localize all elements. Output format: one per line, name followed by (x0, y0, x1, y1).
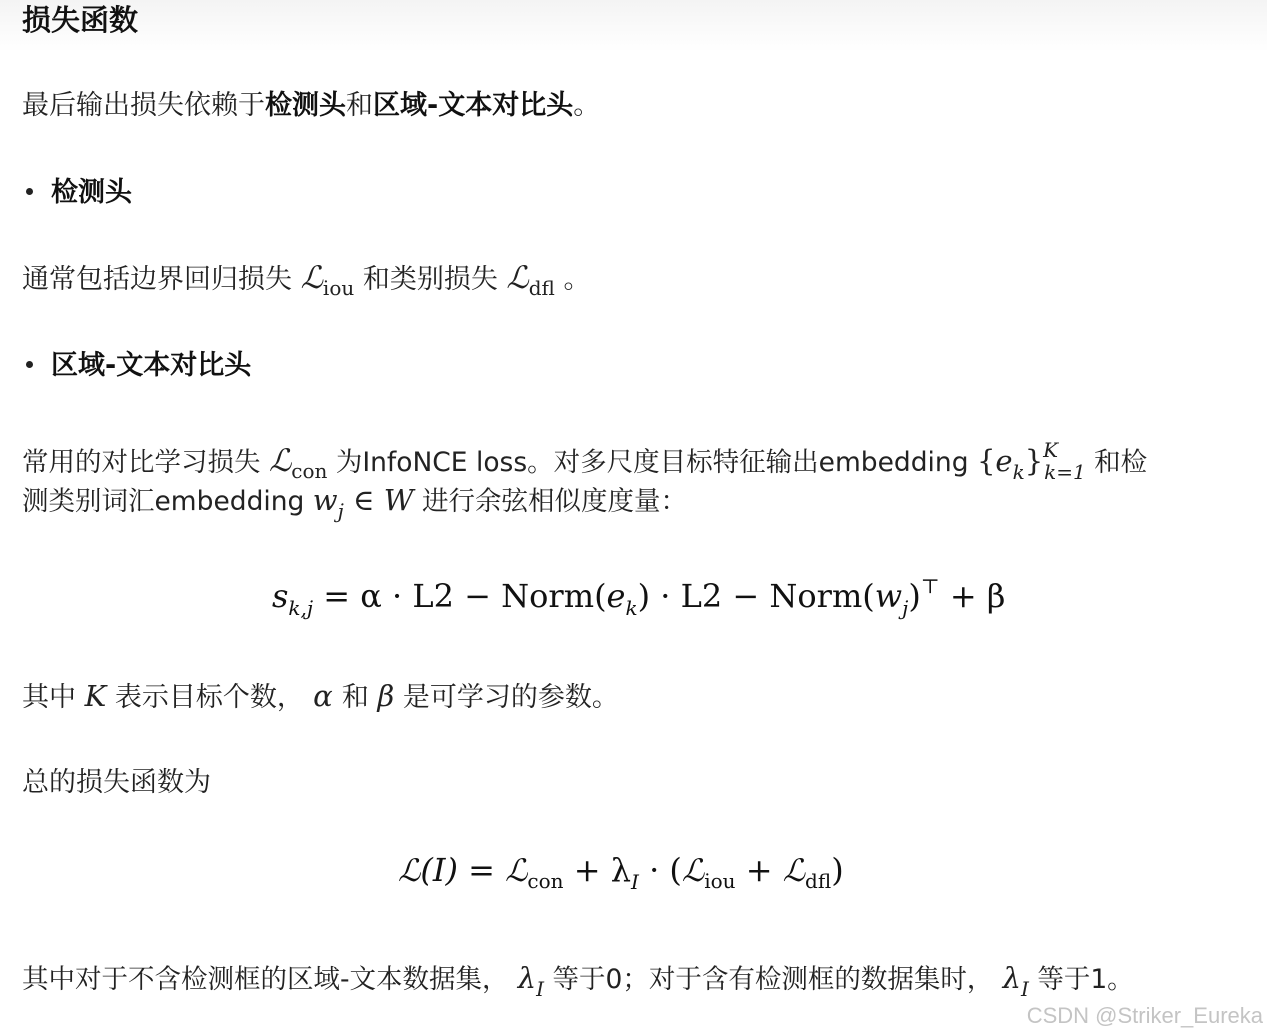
detect-description (22, 260, 591, 306)
loss-symbol-dfl: ℒ (506, 260, 529, 296)
f2-dot: · ( (638, 851, 682, 889)
final-text-c: 等于1。 (1028, 964, 1134, 995)
intro-text-b: 和 (346, 90, 373, 121)
contrast-text-d: 测类别词汇embedding (22, 486, 313, 517)
contrast-text-b: 为InfoNCE loss。对多尺度目标特征输出embedding (327, 447, 977, 478)
f2-sub-iou: iou (704, 869, 736, 893)
intro-text-a: 最后输出损失依赖于 (22, 90, 265, 121)
detect-text-a: 通常包括边界回归损失 (22, 264, 301, 295)
where-text-c: 和 (341, 682, 378, 713)
loss-sub-iou: iou (322, 276, 355, 300)
math-lambda-2-sub: I (1020, 977, 1029, 1001)
loss-symbol-iou: ℒ (300, 260, 323, 296)
bullet-contrast-head (22, 348, 251, 384)
math-e-sub-k: k (1012, 460, 1025, 484)
f2-L-dfl: ℒ (782, 853, 806, 889)
f2-sub-dfl: dfl (805, 869, 832, 893)
lambda-description (22, 960, 1134, 1007)
intro-paragraph (22, 88, 600, 124)
where-text-b: 表示目标个数， (106, 682, 304, 713)
where-text-a: 其中 (22, 682, 85, 713)
f2-close: ) (831, 851, 844, 889)
math-lambda-1-sub: I (536, 977, 545, 1001)
f2-arg: (I) = (420, 851, 506, 889)
f2-L-iou: ℒ (681, 853, 705, 889)
math-K: K (84, 679, 107, 713)
math-alpha: α (303, 679, 342, 713)
detect-text-c: 。 (554, 264, 591, 295)
math-in: ∈ (343, 483, 384, 517)
bullet-dot-icon (26, 188, 33, 195)
f2-L: ℒ (398, 853, 421, 889)
math-w-sub-j: j (337, 499, 344, 523)
f1-transpose: ⊤ (920, 574, 940, 598)
f1-tail: + β (939, 577, 1006, 615)
f1-e-sub: k (625, 596, 638, 620)
intro-bold-detect-head: 检测头 (265, 90, 346, 121)
loss-sub-con: con (291, 459, 328, 483)
f1-w: w (874, 577, 903, 615)
set-close-brace: } (1024, 444, 1044, 478)
header-band (0, 0, 1267, 52)
similarity-formula (272, 566, 1005, 628)
detect-text-b: 和类别损失 (354, 264, 507, 295)
f1-s-sub: k,j (288, 596, 314, 620)
contrast-description-line2 (22, 482, 687, 529)
intro-bold-contrast-head: 区域-文本对比头 (373, 90, 574, 121)
loss-symbol-con: ℒ (268, 443, 292, 479)
intro-text-c: 。 (573, 90, 601, 121)
total-loss-intro: 总的损失函数为 (22, 767, 211, 798)
f2-plus: + (735, 851, 783, 889)
final-text-a: 其中对于不含检测框的区域-文本数据集， (22, 964, 509, 995)
math-beta: β (377, 679, 395, 713)
total-loss-formula (398, 850, 844, 902)
math-W: W (383, 483, 414, 517)
math-e: e (995, 444, 1013, 478)
math-lambda-2: λ (993, 961, 1021, 995)
math-w: w (312, 483, 338, 517)
where-text-d: 是可学习的参数。 (394, 682, 619, 713)
f2-lambda: + λ (563, 851, 631, 889)
math-lambda-1: λ (508, 961, 537, 995)
f1-rest: = α · L2 − Norm( (313, 577, 607, 615)
loss-sub-dfl: dfl (528, 276, 555, 300)
f1-s: s (272, 577, 289, 615)
bullet-contrast-label: 区域-文本对比头 (51, 350, 252, 381)
f1-w-sub: j (902, 596, 909, 620)
f1-close: ) (908, 577, 921, 615)
math-sub-k1: k=1 (1044, 460, 1086, 484)
final-text-b: 等于0；对于含有检测框的数据集时， (544, 964, 994, 995)
parameter-description (22, 678, 619, 716)
f2-sub-con: con (527, 869, 564, 893)
set-open-brace: { (976, 444, 996, 478)
f1-mid: ) · L2 − Norm( (637, 577, 875, 615)
contrast-text-c: 和检 (1085, 447, 1148, 478)
bullet-dot-icon (26, 361, 33, 368)
csdn-watermark: CSDN @Striker_Eureka (1026, 1003, 1263, 1028)
bullet-detect-head (22, 175, 132, 211)
f1-e: e (606, 577, 626, 615)
f2-L-con: ℒ (505, 853, 528, 889)
contrast-text-e: 进行余弦相似度度量： (413, 486, 687, 517)
math-sup-K: K (1043, 438, 1059, 462)
f2-lambda-sub: I (630, 870, 639, 894)
contrast-text-a: 常用的对比学习损失 (22, 447, 269, 478)
section-heading: 损失函数 (22, 3, 139, 37)
bullet-detect-label: 检测头 (51, 177, 132, 208)
